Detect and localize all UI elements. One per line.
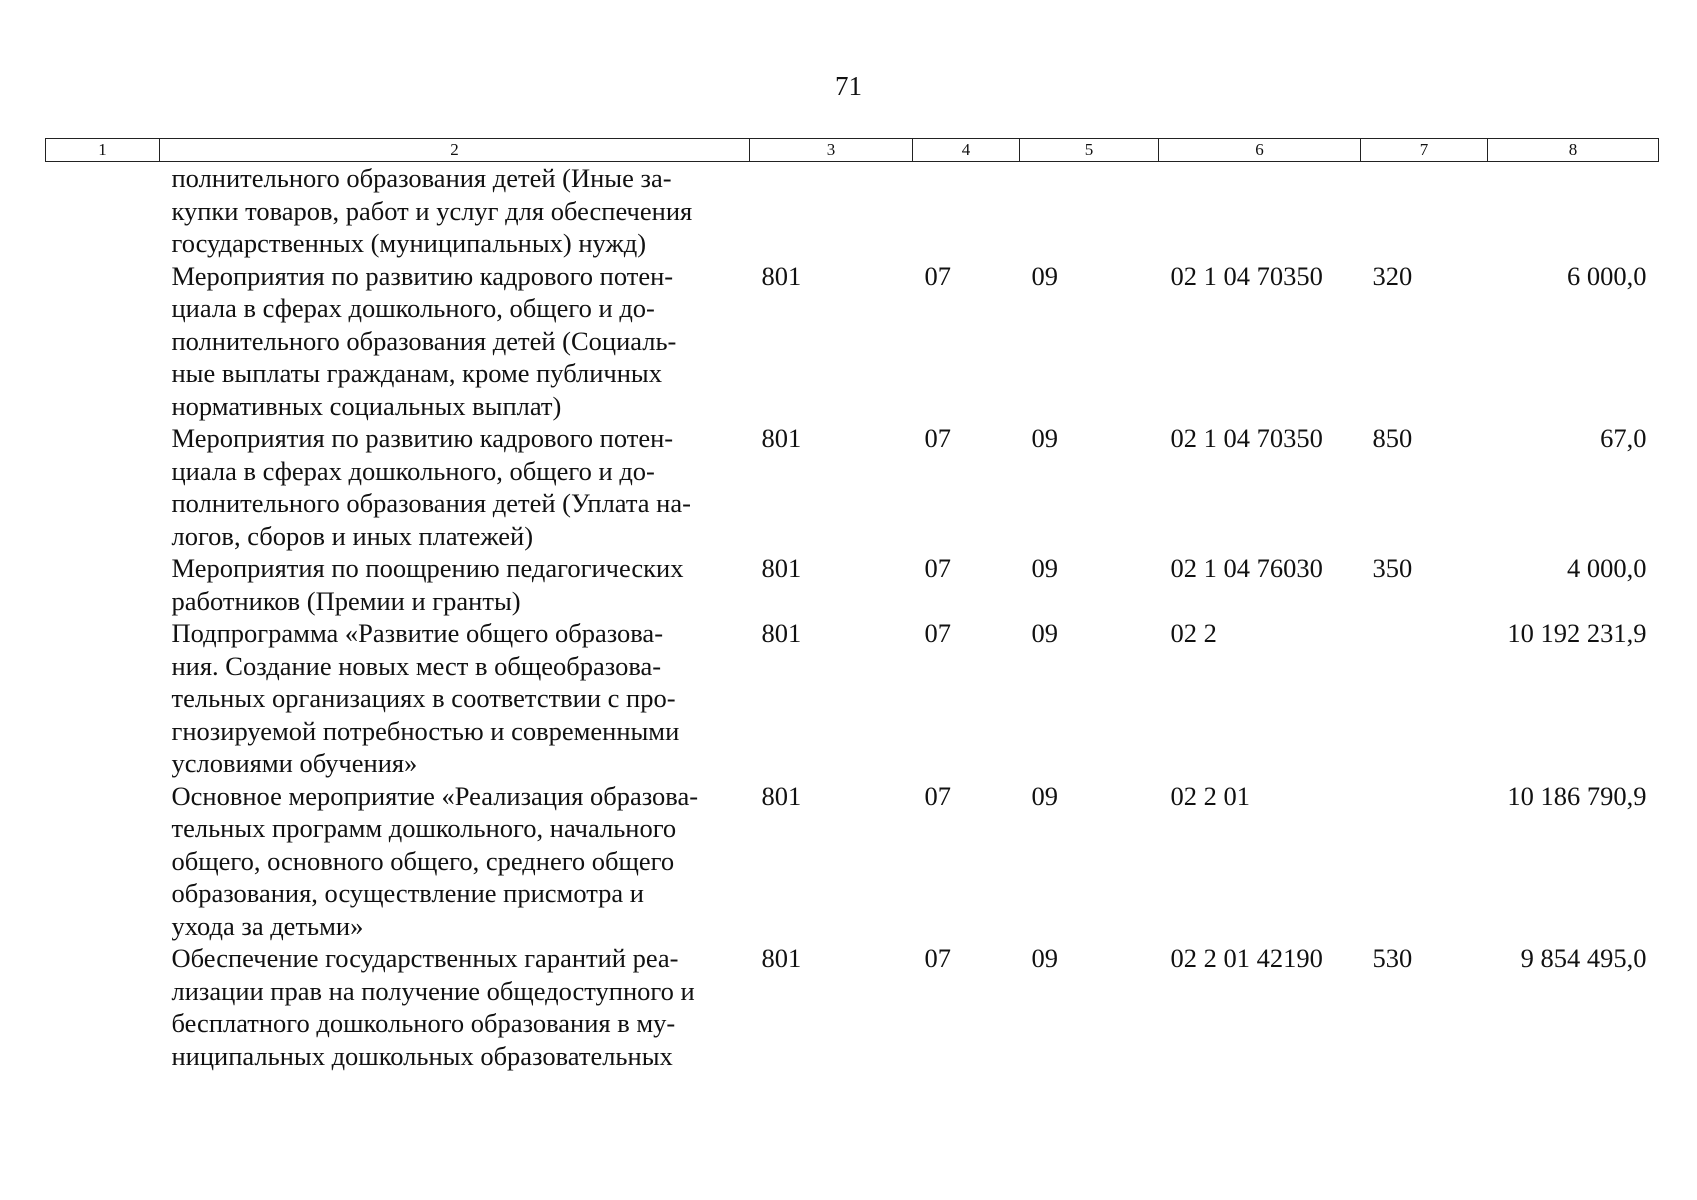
description-line: нормативных социальных выплат) <box>171 390 562 421</box>
amount-cell <box>1488 162 1659 260</box>
expense-type-cell: 320 <box>1372 260 1413 291</box>
budget-table-container <box>45 138 1658 1072</box>
section-code-cell <box>913 162 1020 260</box>
column-number-5: 5 <box>1020 139 1159 162</box>
description-line: тельных программ дошкольного, начального <box>171 813 677 843</box>
target-article-cell: 02 1 04 70350 <box>1170 260 1323 291</box>
description-line: ниципальных дошкольных образовательных <box>171 1040 673 1071</box>
ministry-code-cell: 801 <box>761 943 802 973</box>
subsection-code-cell: 09 <box>1031 618 1058 648</box>
amount-cell: 9 854 495,0 <box>1520 943 1647 973</box>
table-row <box>46 617 1659 780</box>
row-number-cell <box>46 780 160 943</box>
expense-type-cell: 850 <box>1372 423 1413 453</box>
description-line: работников (Премии и гранты) <box>171 585 521 616</box>
column-number-7: 7 <box>1361 139 1488 162</box>
description-line: тельных организациях в соответствии с про- <box>171 683 676 713</box>
description-cell <box>160 422 750 552</box>
subsection-code-cell: 09 <box>1031 780 1058 811</box>
description-line: ные выплаты гражданам, кроме публичных <box>171 358 662 388</box>
description-line: ухода за детьми» <box>171 910 364 941</box>
expense-type-cell: 350 <box>1372 553 1413 583</box>
description-line: лизации прав на получение общедоступного и <box>171 975 695 1006</box>
ministry-code-cell: 801 <box>761 423 802 453</box>
description-line: циала в сферах дошкольного, общего и до- <box>171 293 655 323</box>
description-line: условиями обучения» <box>171 748 418 778</box>
description-cell <box>160 942 750 1072</box>
description-line: полнительного образования детей (Уплата на- <box>171 488 691 518</box>
target-article-cell: 02 1 04 76030 <box>1170 553 1323 583</box>
description-line: Обеспечение государственных гарантий реа- <box>171 943 679 973</box>
subsection-code-cell: 09 <box>1031 943 1058 973</box>
description-line: образования, осуществление присмотра и <box>171 878 644 908</box>
amount-cell: 67,0 <box>1600 423 1647 453</box>
table-row <box>46 780 1659 943</box>
column-number-4: 4 <box>913 139 1020 162</box>
section-code-cell: 07 <box>924 943 951 973</box>
amount-cell: 4 000,0 <box>1567 553 1647 583</box>
description-cell <box>160 617 750 780</box>
description-line: Мероприятия по развитию кадрового потен- <box>171 423 674 453</box>
table-header <box>46 139 1659 162</box>
table-row <box>46 260 1659 423</box>
expense-type-cell <box>1361 617 1488 780</box>
description-cell <box>160 780 750 943</box>
expense-type-cell <box>1361 162 1488 260</box>
section-code-cell: 07 <box>924 618 951 648</box>
expense-type-cell <box>1361 780 1488 943</box>
table-row <box>46 162 1659 260</box>
header-row <box>46 139 1659 162</box>
budget-table <box>45 138 1659 1072</box>
section-code-cell: 07 <box>924 423 951 453</box>
description-cell <box>160 162 750 260</box>
row-number-cell <box>46 422 160 552</box>
ministry-code-cell: 801 <box>761 780 802 811</box>
description-line: Основное мероприятие «Реализация образова- <box>171 780 699 811</box>
description-line: полнительного образования детей (Иные за- <box>171 163 672 193</box>
description-cell <box>160 260 750 423</box>
column-number-6: 6 <box>1159 139 1361 162</box>
description-line: общего, основного общего, среднего общего <box>171 845 675 876</box>
description-line: Мероприятия по поощрению педагогических <box>171 553 684 583</box>
description-line: гнозируемой потребностью и современными <box>171 715 680 746</box>
target-article-cell: 02 2 01 42190 <box>1170 943 1323 973</box>
description-line: циала в сферах дошкольного, общего и до- <box>171 455 655 486</box>
description-line: Подпрограмма «Развитие общего образова- <box>171 618 664 648</box>
description-line: государственных (муниципальных) нужд) <box>171 228 647 258</box>
page-number: 71 <box>835 71 862 101</box>
table-body <box>46 162 1659 1073</box>
amount-cell: 10 192 231,9 <box>1507 618 1647 648</box>
ministry-code-cell: 801 <box>761 618 802 648</box>
table-row <box>46 552 1659 617</box>
row-number-cell <box>46 260 160 423</box>
row-number-cell <box>46 617 160 780</box>
column-number-3: 3 <box>750 139 913 162</box>
target-article-cell: 02 2 <box>1170 618 1217 648</box>
subsection-code-cell <box>1020 162 1159 260</box>
table-row <box>46 942 1659 1072</box>
description-line: ния. Создание новых мест в общеобразова- <box>171 650 662 681</box>
target-article-cell: 02 2 01 <box>1170 780 1250 811</box>
subsection-code-cell: 09 <box>1031 260 1058 291</box>
row-number-cell <box>46 552 160 617</box>
row-number-cell <box>46 942 160 1072</box>
section-code-cell: 07 <box>924 260 951 291</box>
description-line: полнительного образования детей (Социаль- <box>171 325 677 356</box>
ministry-code-cell: 801 <box>761 553 802 583</box>
column-number-1: 1 <box>46 139 160 162</box>
ministry-code-cell: 801 <box>761 260 802 291</box>
description-line: купки товаров, работ и услуг для обеспечения <box>171 195 693 226</box>
column-number-8: 8 <box>1488 139 1659 162</box>
description-cell <box>160 552 750 617</box>
section-code-cell: 07 <box>924 780 951 811</box>
amount-cell: 10 186 790,9 <box>1507 780 1647 811</box>
column-number-2: 2 <box>160 139 750 162</box>
subsection-code-cell: 09 <box>1031 553 1058 583</box>
section-code-cell: 07 <box>924 553 951 583</box>
description-line: Мероприятия по развитию кадрового потен- <box>171 260 674 291</box>
target-article-cell: 02 1 04 70350 <box>1170 423 1323 453</box>
row-number-cell <box>46 162 160 260</box>
table-row <box>46 422 1659 552</box>
description-line: логов, сборов и иных платежей) <box>171 520 534 551</box>
target-article-cell <box>1159 162 1361 260</box>
amount-cell: 6 000,0 <box>1567 260 1647 291</box>
description-line: бесплатного дошкольного образования в му- <box>171 1008 676 1038</box>
ministry-code-cell <box>750 162 913 260</box>
expense-type-cell: 530 <box>1372 943 1413 973</box>
subsection-code-cell: 09 <box>1031 423 1058 453</box>
